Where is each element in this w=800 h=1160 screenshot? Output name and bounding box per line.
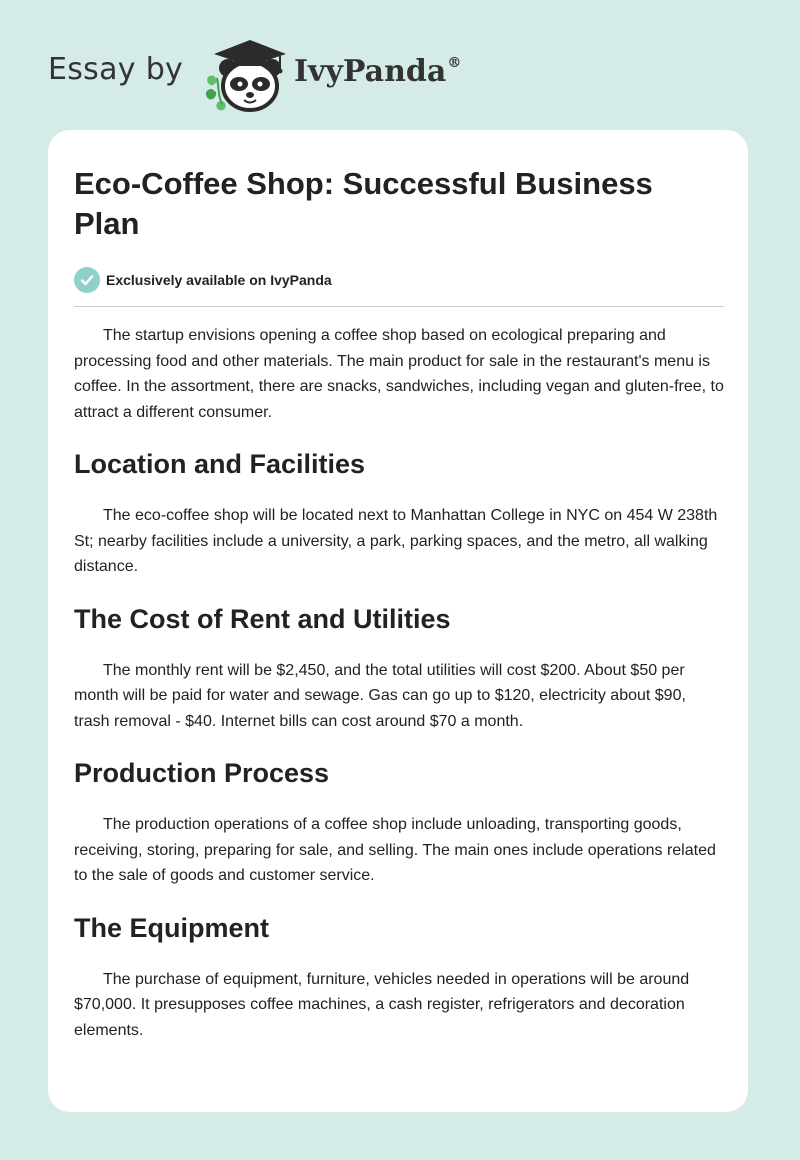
section-paragraph: The purchase of equipment, furniture, vehicles needed in operations will be around $70,000. It presupposes coffee machines, a cash register, refrigerators and decoration elements. [74,970,690,1039]
registered-mark: ® [447,55,462,71]
intro-paragraph: The startup envisions opening a coffee shop based on ecological preparing and processing food and other materials. The main product for sale in the restaurant's menu is coffee. In the assortment, there are snacks, sandwiches, including vegan and gluten-free, to attract a different consumer. [74,327,724,421]
section-paragraph: The production operations of a coffee shop include unloading, transporting goods, receiving, storing, preparing for sale, and selling. The main ones include operations related to the sale of goods and customer service. [74,816,716,884]
section-production [74,756,724,889]
brand-name[interactable]: IvyPanda® [294,54,462,89]
exclusive-badge [74,266,724,294]
section-heading: Production Process [74,758,330,788]
section-location [74,447,724,580]
essay-card [48,130,748,1112]
title-divider [74,306,724,307]
exclusive-label: Exclusively available on IvyPanda [106,272,332,288]
section-heading: The Cost of Rent and Utilities [74,603,451,634]
essay-content [74,164,724,1043]
panda-logo-icon[interactable] [200,34,296,114]
site-header [48,28,568,118]
section-heading: The Equipment [74,912,269,943]
section-equipment [74,911,724,1044]
checkmark-icon [74,267,100,293]
essay-by-label: Essay by [48,52,184,87]
essay-title: Eco-Coffee Shop: Successful Business Plan [74,166,653,241]
section-cost [74,602,724,735]
section-paragraph: The monthly rent will be $2,450, and the total utilities will cost $200. About $50 per month will be paid for water and sewage. Gas can go up to $120, electricity about $90, trash removal - $40. Internet bills can cost around $70 a month. [74,661,686,730]
section-heading: Location and Facilities [74,449,366,479]
section-paragraph: The eco-coffee shop will be located next to Manhattan College in NYC on 454 W 238th St; nearby facilities include a university, a park, parking spaces, and the metro, all walking distance. [74,507,718,575]
